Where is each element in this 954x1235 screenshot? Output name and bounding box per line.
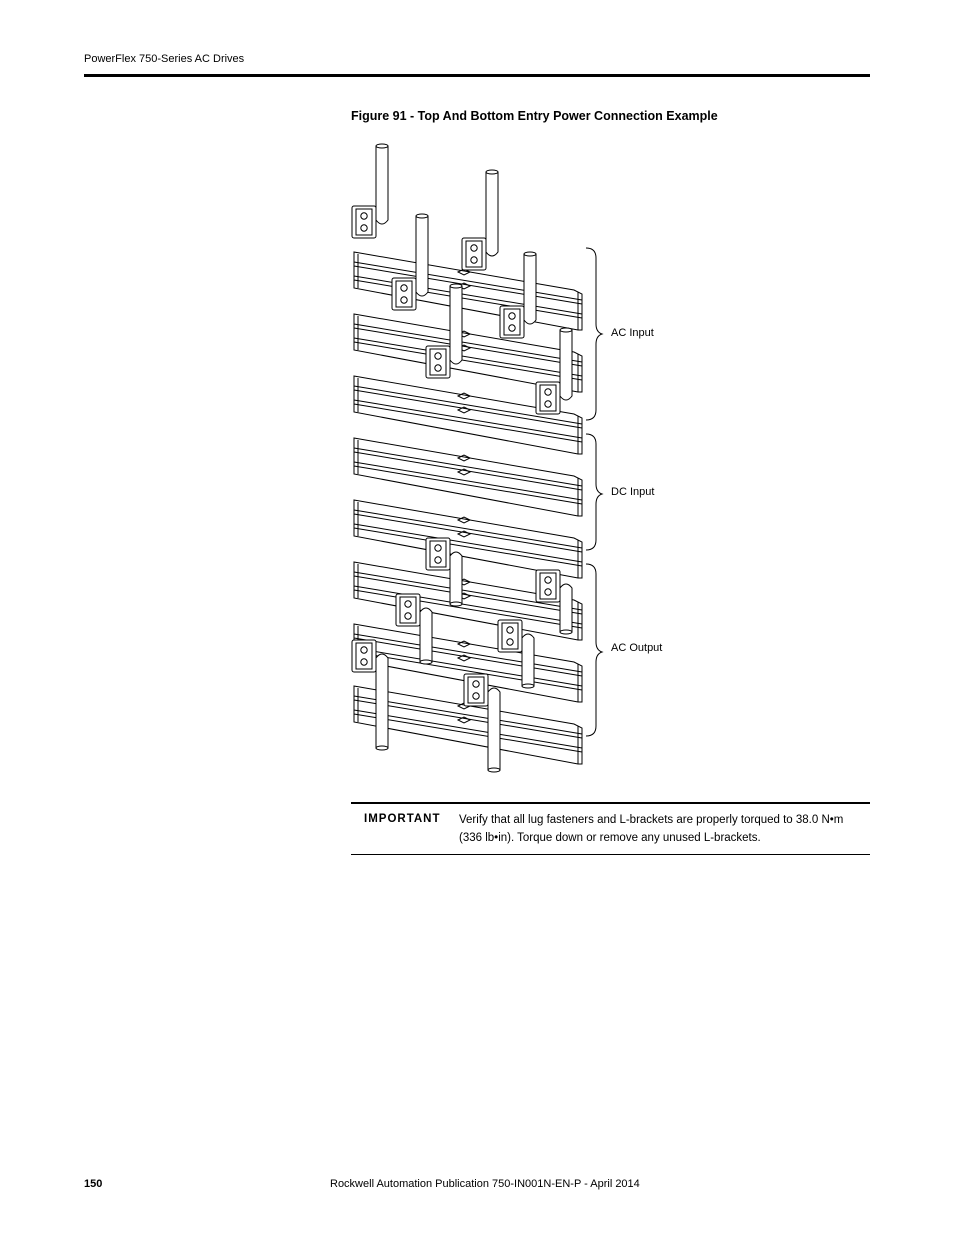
cable-lug [462, 170, 498, 270]
label-ac-input: AC Input [611, 327, 654, 339]
page-number: 150 [84, 1178, 103, 1190]
busbar [354, 500, 582, 578]
busbar-drawing [340, 134, 670, 784]
important-text: Verify that all lug fasteners and L-brackets are properly torqued to 38.0 N•m (336 lb•in). Torque down or remove any unused L-brackets. [459, 814, 844, 844]
label-dc-input: DC Input [611, 486, 655, 498]
cable-lug [352, 144, 388, 238]
bracket-ac-output [586, 564, 602, 736]
busbar [354, 314, 582, 392]
busbar [354, 438, 582, 516]
bracket-ac-input [586, 248, 602, 420]
label-ac-output: AC Output [611, 642, 663, 654]
header-title: PowerFlex 750-Series AC Drives [84, 53, 245, 65]
header-rule [84, 74, 870, 77]
bracket-dc-input [586, 434, 602, 550]
important-notice [351, 802, 870, 855]
important-label: IMPORTANT [364, 813, 441, 825]
publication-info: Rockwell Automation Publication 750-IN001N-EN-P - April 2014 [330, 1178, 640, 1190]
figure-title: Figure 91 - Top And Bottom Entry Power Connection Example [351, 109, 718, 123]
